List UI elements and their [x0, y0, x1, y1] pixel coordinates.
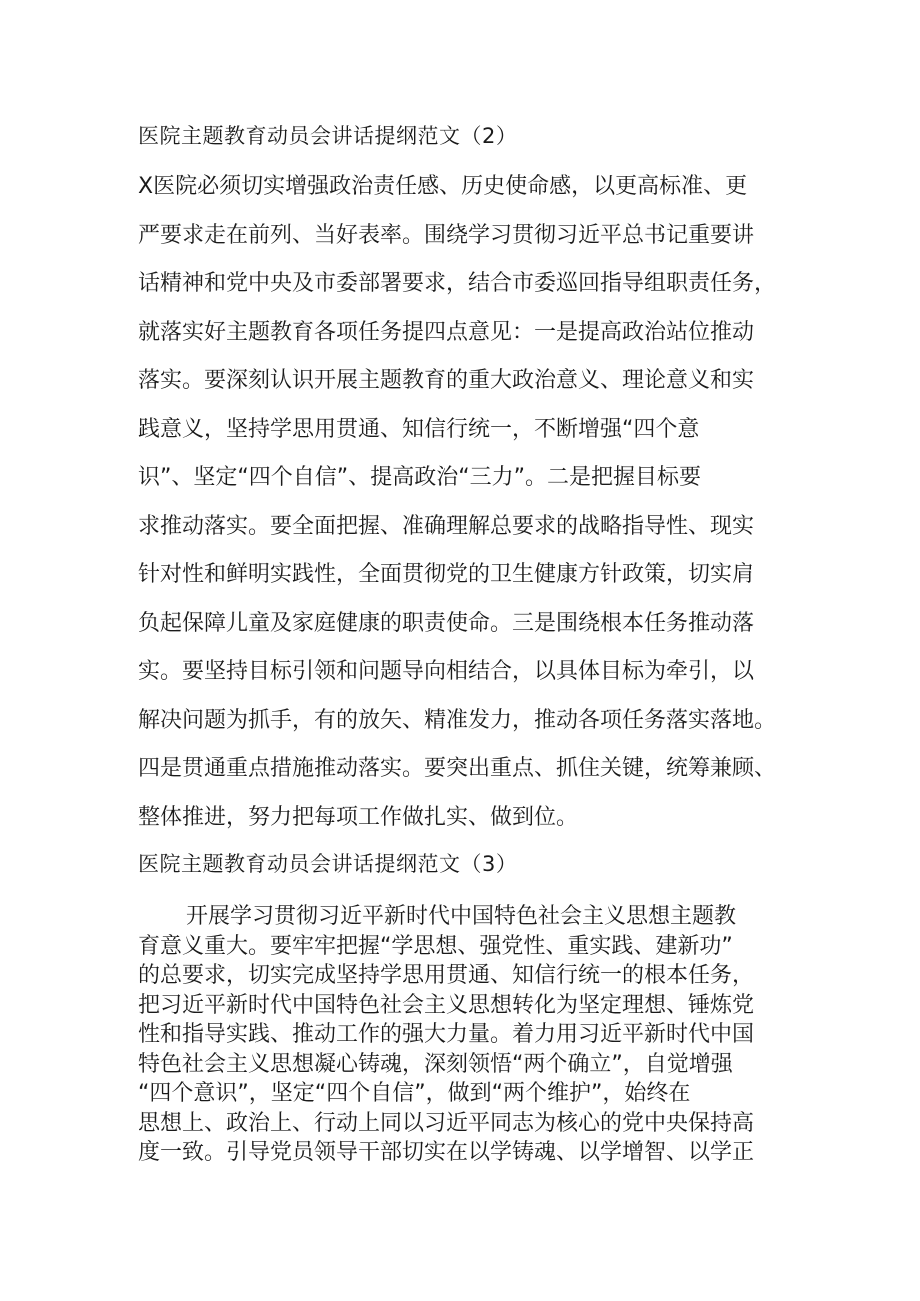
section-3-heading: 医院主题教育动员会讲话提纲范文（3）	[138, 852, 518, 876]
paragraph-line: 育意义重大。要牢牢把握“学思想、强党性、重实践、建新功”	[138, 933, 733, 959]
paragraph-line: 四是贯通重点措施推动落实。要突出重点、抓住关键，统筹兼顾、	[138, 756, 777, 781]
paragraph-line: 针对性和鲜明实践性，全面贯彻党的卫生健康方针政策，切实肩	[138, 562, 755, 587]
paragraph-line: “四个意识”，坚定“四个自信”，做到“两个维护”，始终在	[138, 1081, 691, 1106]
paragraph-line: 把习近平新时代中国特色社会主义思想转化为坚定理想、锤炼党	[138, 992, 755, 1018]
paragraph-line: 性和指导实践、推动工作的强大力量。着力用习近平新时代中国	[138, 1022, 755, 1047]
paragraph-line: 思想上、政治上、行动上同以习近平同志为核心的党中央保持高	[138, 1110, 755, 1136]
section-2-heading: 医院主题教育动员会讲话提纲范文（2）	[138, 124, 518, 148]
paragraph-line: 话精神和党中央及市委部署要求，结合市委巡回指导组职责任务，	[138, 271, 777, 296]
paragraph-line: 实。要坚持目标引领和问题导向相结合，以具体目标为牵引，以	[138, 659, 755, 684]
paragraph-line: 践意义，坚持学思用贯通、知信行统一，不断增强“四个意	[138, 416, 700, 442]
paragraph-line: 严要求走在前列、当好表率。围绕学习贯彻习近平总书记重要讲	[138, 222, 755, 248]
paragraph-line: 解决问题为抓手，有的放矢、精准发力，推动各项任务落实落地。	[138, 707, 777, 733]
section-3-paragraph	[138, 902, 788, 1168]
paragraph-line: 整体推进，努力把每项工作做扎实、做到位。	[138, 804, 579, 830]
paragraph-line: 度一致。引导党员领导干部切实在以学铸魂、以学增智、以学正	[138, 1140, 755, 1165]
paragraph-line: 就落实好主题教育各项任务提四点意见：一是提高政治站位推动	[138, 319, 755, 345]
paragraph-line: 开展学习贯彻习近平新时代中国特色社会主义思想主题教	[186, 904, 737, 929]
paragraph-line: 的总要求，切实完成坚持学思用贯通、知信行统一的根本任务，	[138, 963, 755, 988]
paragraph-line: 特色社会主义思想凝心铸魂，深刻领悟“两个确立”，自觉增强	[138, 1051, 733, 1077]
paragraph-line: 落实。要深刻认识开展主题教育的重大政治意义、理论意义和实	[138, 368, 755, 393]
paragraph-line: X医院必须切实增强政治责任感、历史使命感，以更高标准、更	[138, 174, 748, 199]
paragraph-line: 识”、坚定“四个自信”、提高政治“三力”。二是把握目标要	[138, 465, 701, 490]
paragraph-line: 求推动落实。要全面把握、准确理解总要求的战略指导性、现实	[138, 513, 755, 539]
section-2-paragraph	[138, 163, 788, 842]
paragraph-line: 负起保障儿童及家庭健康的职责使命。三是围绕根本任务推动落	[138, 610, 755, 636]
